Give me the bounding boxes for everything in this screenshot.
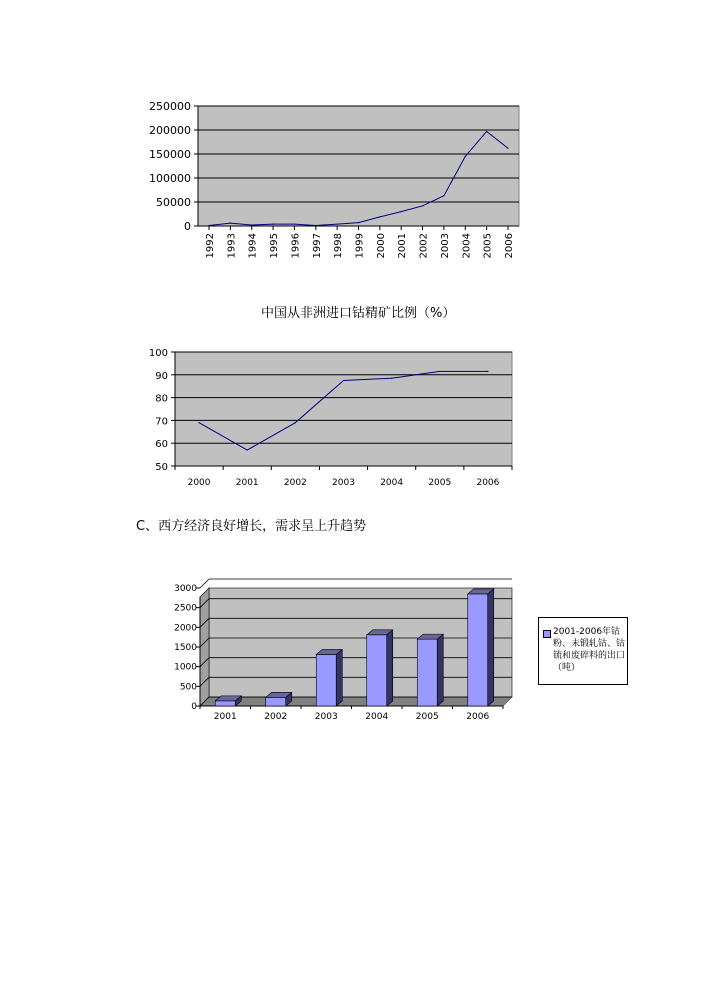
y-tick-label: 0 bbox=[184, 220, 191, 233]
bar bbox=[468, 594, 488, 706]
x-tick-label: 2003 bbox=[314, 712, 338, 722]
x-tick-label: 1995 bbox=[269, 233, 281, 259]
y-tick-label: 1500 bbox=[174, 643, 197, 653]
bar bbox=[316, 654, 336, 706]
data-point bbox=[401, 211, 402, 212]
x-tick-label: 2002 bbox=[264, 712, 288, 722]
x-tick-label: 1997 bbox=[311, 233, 323, 259]
x-tick-label: 1992 bbox=[205, 233, 216, 259]
back-wall bbox=[209, 588, 512, 697]
x-tick-label: 2006 bbox=[504, 233, 515, 259]
ratio-chart-caption: 中国从非洲进口钴精矿比例（%） bbox=[261, 306, 456, 321]
bar-chart-legend bbox=[538, 617, 628, 685]
data-point bbox=[251, 224, 252, 225]
bar-side bbox=[488, 589, 494, 706]
data-point bbox=[422, 205, 423, 206]
x-tick-label: 1994 bbox=[247, 233, 259, 259]
side-wall bbox=[200, 588, 209, 706]
data-point bbox=[379, 216, 380, 217]
data-point bbox=[439, 371, 440, 372]
y-tick-label: 100 bbox=[148, 348, 168, 359]
bar bbox=[266, 697, 286, 706]
y-tick-label: 250000 bbox=[149, 100, 191, 113]
x-tick-label: 2005 bbox=[428, 478, 452, 488]
x-tick-label: 2004 bbox=[461, 233, 473, 259]
y-tick-label: 60 bbox=[155, 439, 168, 451]
y-tick-label: 90 bbox=[155, 370, 168, 382]
y-tick-label: 2500 bbox=[174, 603, 197, 614]
data-point bbox=[487, 371, 488, 372]
x-tick-label: 2001 bbox=[235, 478, 259, 488]
data-point bbox=[465, 156, 466, 157]
y-tick-label: 50000 bbox=[156, 196, 191, 209]
x-tick-label: 2005 bbox=[415, 712, 439, 722]
data-point bbox=[315, 225, 316, 226]
y-tick-label: 3000 bbox=[174, 584, 197, 594]
x-tick-label: 2002 bbox=[283, 478, 307, 488]
bar bbox=[215, 701, 235, 706]
data-point bbox=[391, 378, 392, 379]
x-tick-label: 2006 bbox=[466, 712, 490, 722]
data-point bbox=[208, 225, 209, 226]
x-tick-label: 2004 bbox=[380, 478, 404, 488]
x-tick-label: 1993 bbox=[226, 233, 238, 259]
y-tick-label: 0 bbox=[191, 702, 197, 712]
x-tick-label: 2005 bbox=[482, 233, 494, 259]
gridline-side bbox=[200, 579, 209, 588]
y-tick-label: 200000 bbox=[149, 124, 191, 137]
x-tick-label: 2006 bbox=[476, 478, 500, 488]
x-tick-label: 2002 bbox=[418, 233, 430, 259]
x-tick-label: 1998 bbox=[333, 233, 345, 259]
x-tick-label: 2001 bbox=[213, 712, 237, 722]
data-point bbox=[507, 148, 508, 149]
x-tick-label: 2000 bbox=[375, 233, 387, 259]
data-point bbox=[443, 195, 444, 196]
y-tick-label: 150000 bbox=[149, 148, 191, 161]
bar-side bbox=[336, 649, 342, 706]
plot-area bbox=[175, 352, 512, 466]
x-tick-label: 2004 bbox=[365, 712, 389, 722]
y-tick-label: 2000 bbox=[174, 623, 197, 634]
legend-swatch bbox=[543, 630, 551, 638]
africa-ratio-line-chart bbox=[149, 348, 512, 488]
data-point bbox=[294, 223, 295, 224]
data-point bbox=[358, 222, 359, 223]
x-tick-label: 1999 bbox=[354, 233, 366, 259]
x-tick-label: 2000 bbox=[187, 478, 211, 488]
x-tick-label: 1996 bbox=[290, 233, 302, 259]
x-tick-label: 2003 bbox=[439, 233, 451, 259]
y-tick-label: 100000 bbox=[149, 172, 191, 185]
bar bbox=[367, 635, 387, 706]
data-point bbox=[343, 380, 344, 381]
legend-label: 2001-2006年钴粉、未锻轧钴、钴锍和废碎料的出口（吨） bbox=[553, 627, 626, 673]
section-c-heading: C、西方经济良好增长，需求呈上升趋势 bbox=[136, 519, 367, 534]
x-tick-label: 2001 bbox=[397, 233, 409, 259]
y-tick-label: 80 bbox=[155, 393, 168, 405]
bar-side bbox=[387, 630, 393, 706]
data-point bbox=[295, 422, 296, 423]
plot-area bbox=[198, 106, 519, 226]
data-point bbox=[198, 422, 199, 423]
bar bbox=[417, 639, 437, 706]
data-point bbox=[486, 131, 487, 132]
bar-side bbox=[437, 634, 443, 706]
data-point bbox=[247, 449, 248, 450]
floor bbox=[200, 697, 512, 706]
x-tick-label: 2003 bbox=[332, 478, 355, 488]
y-tick-label: 70 bbox=[155, 416, 168, 428]
y-tick-label: 1000 bbox=[174, 662, 197, 673]
cobalt-export-bar-chart bbox=[174, 579, 512, 722]
data-point bbox=[337, 223, 338, 224]
data-point bbox=[230, 223, 231, 224]
cobalt-import-line-chart bbox=[149, 100, 519, 258]
data-point bbox=[272, 223, 273, 224]
y-tick-label: 50 bbox=[155, 462, 168, 473]
y-tick-label: 500 bbox=[179, 682, 197, 693]
